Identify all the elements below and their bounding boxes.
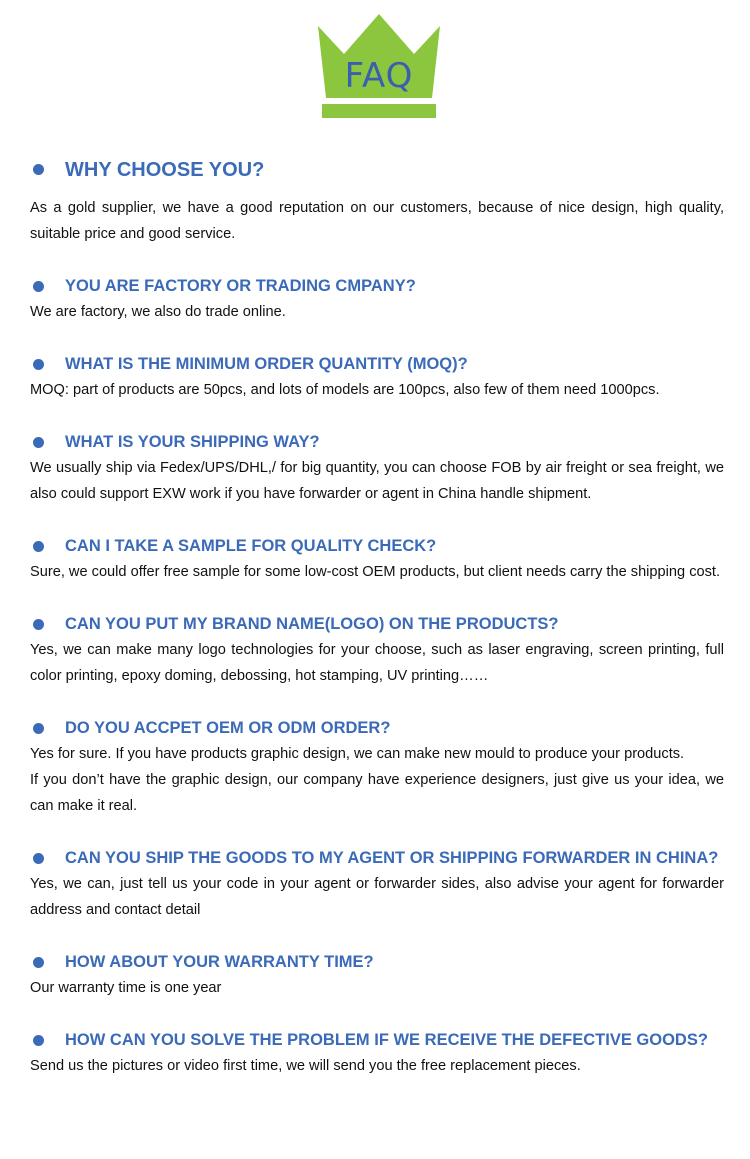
faq-item	[30, 611, 724, 689]
faq-item	[30, 533, 724, 585]
faq-answer	[30, 975, 724, 1001]
bullet-icon	[33, 723, 44, 734]
answer-text: Yes, we can make many logo technologies for your choose, such as laser engraving, screen printing, full color printing, epoxy doming, debossing, hot stamping, UV printing……	[30, 642, 724, 684]
bullet-icon	[33, 164, 44, 175]
faq-item	[30, 1027, 724, 1079]
bullet-icon	[33, 619, 44, 630]
bullet-icon	[33, 541, 44, 552]
faq-item	[30, 715, 724, 819]
question-text: HOW CAN YOU SOLVE THE PROBLEM IF WE RECEIVE THE DEFECTIVE GOODS?	[65, 1031, 708, 1049]
answer-text: Send us the pictures or video first time, we will send you the free replacement pieces.	[30, 1058, 581, 1074]
faq-answer	[30, 455, 724, 507]
faq-question	[30, 949, 724, 975]
faq-question	[30, 351, 724, 377]
faq-question	[30, 533, 724, 559]
faq-question	[30, 611, 724, 637]
answer-text: Yes for sure. If you have products graphic design, we can make new mould to produce your products.	[30, 746, 685, 762]
faq-answer	[30, 637, 724, 689]
faq-item	[30, 429, 724, 507]
faq-item	[30, 351, 724, 403]
logo-text: FAQ	[344, 56, 414, 96]
bullet-icon	[33, 853, 44, 864]
faq-answer	[30, 299, 724, 325]
question-text: DO YOU ACCPET OEM OR ODM ORDER?	[65, 719, 391, 737]
faq-list	[30, 152, 724, 1079]
answer-text: Yes, we can, just tell us your code in your agent or forwarder sides, also advise your agent for forwarder address and contact detail	[30, 876, 724, 918]
bullet-icon	[33, 1035, 44, 1046]
bullet-icon	[33, 359, 44, 370]
answer-text: Our warranty time is one year	[30, 980, 222, 996]
answer-text: Sure, we could offer free sample for some low-cost OEM products, but client needs carry the shipping cost.	[30, 564, 721, 580]
faq-answer	[30, 741, 724, 819]
question-text: CAN YOU PUT MY BRAND NAME(LOGO) ON THE PRODUCTS?	[65, 615, 559, 633]
faq-question	[30, 715, 724, 741]
bullet-icon	[33, 957, 44, 968]
faq-answer	[30, 871, 724, 923]
question-text: CAN I TAKE A SAMPLE FOR QUALITY CHECK?	[65, 537, 437, 555]
answer-text: MOQ: part of products are 50pcs, and lots of models are 100pcs, also few of them need 1000pcs.	[30, 382, 660, 398]
faq-answer	[30, 195, 724, 247]
faq-item	[30, 845, 724, 923]
question-text: WHAT IS YOUR SHIPPING WAY?	[65, 433, 320, 451]
faq-question	[30, 273, 724, 299]
faq-item	[30, 152, 724, 247]
question-text: WHAT IS THE MINIMUM ORDER QUANTITY (MOQ)?	[65, 355, 468, 373]
question-text: HOW ABOUT YOUR WARRANTY TIME?	[65, 953, 374, 971]
answer-text: We usually ship via Fedex/UPS/DHL,/ for big quantity, you can choose FOB by air freight or sea freight, we also could support EXW work if you have forwarder or agent in China handle shipment.	[30, 460, 724, 502]
faq-answer	[30, 559, 724, 585]
bullet-icon	[33, 437, 44, 448]
faq-item	[30, 273, 724, 325]
answer-text: As a gold supplier, we have a good reputation on our customers, because of nice design, high quality, suitable price and good service.	[30, 200, 724, 242]
faq-answer	[30, 1053, 724, 1079]
faq-question	[30, 1027, 724, 1053]
question-text: WHY CHOOSE YOU?	[65, 159, 265, 181]
answer-text: We are factory, we also do trade online.	[30, 304, 286, 320]
question-text: CAN YOU SHIP THE GOODS TO MY AGENT OR SHIPPING FORWARDER IN CHINA?	[65, 849, 719, 867]
faq-question	[30, 845, 724, 871]
answer-text: If you don’t have the graphic design, our company have experience designers, just give us your idea, we can make it real.	[30, 772, 724, 814]
question-text: YOU ARE FACTORY OR TRADING CMPANY?	[65, 277, 416, 295]
faq-answer	[30, 377, 724, 403]
faq-crown-logo	[318, 14, 440, 122]
bullet-icon	[33, 281, 44, 292]
faq-item	[30, 949, 724, 1001]
faq-question	[30, 152, 724, 188]
faq-question	[30, 429, 724, 455]
